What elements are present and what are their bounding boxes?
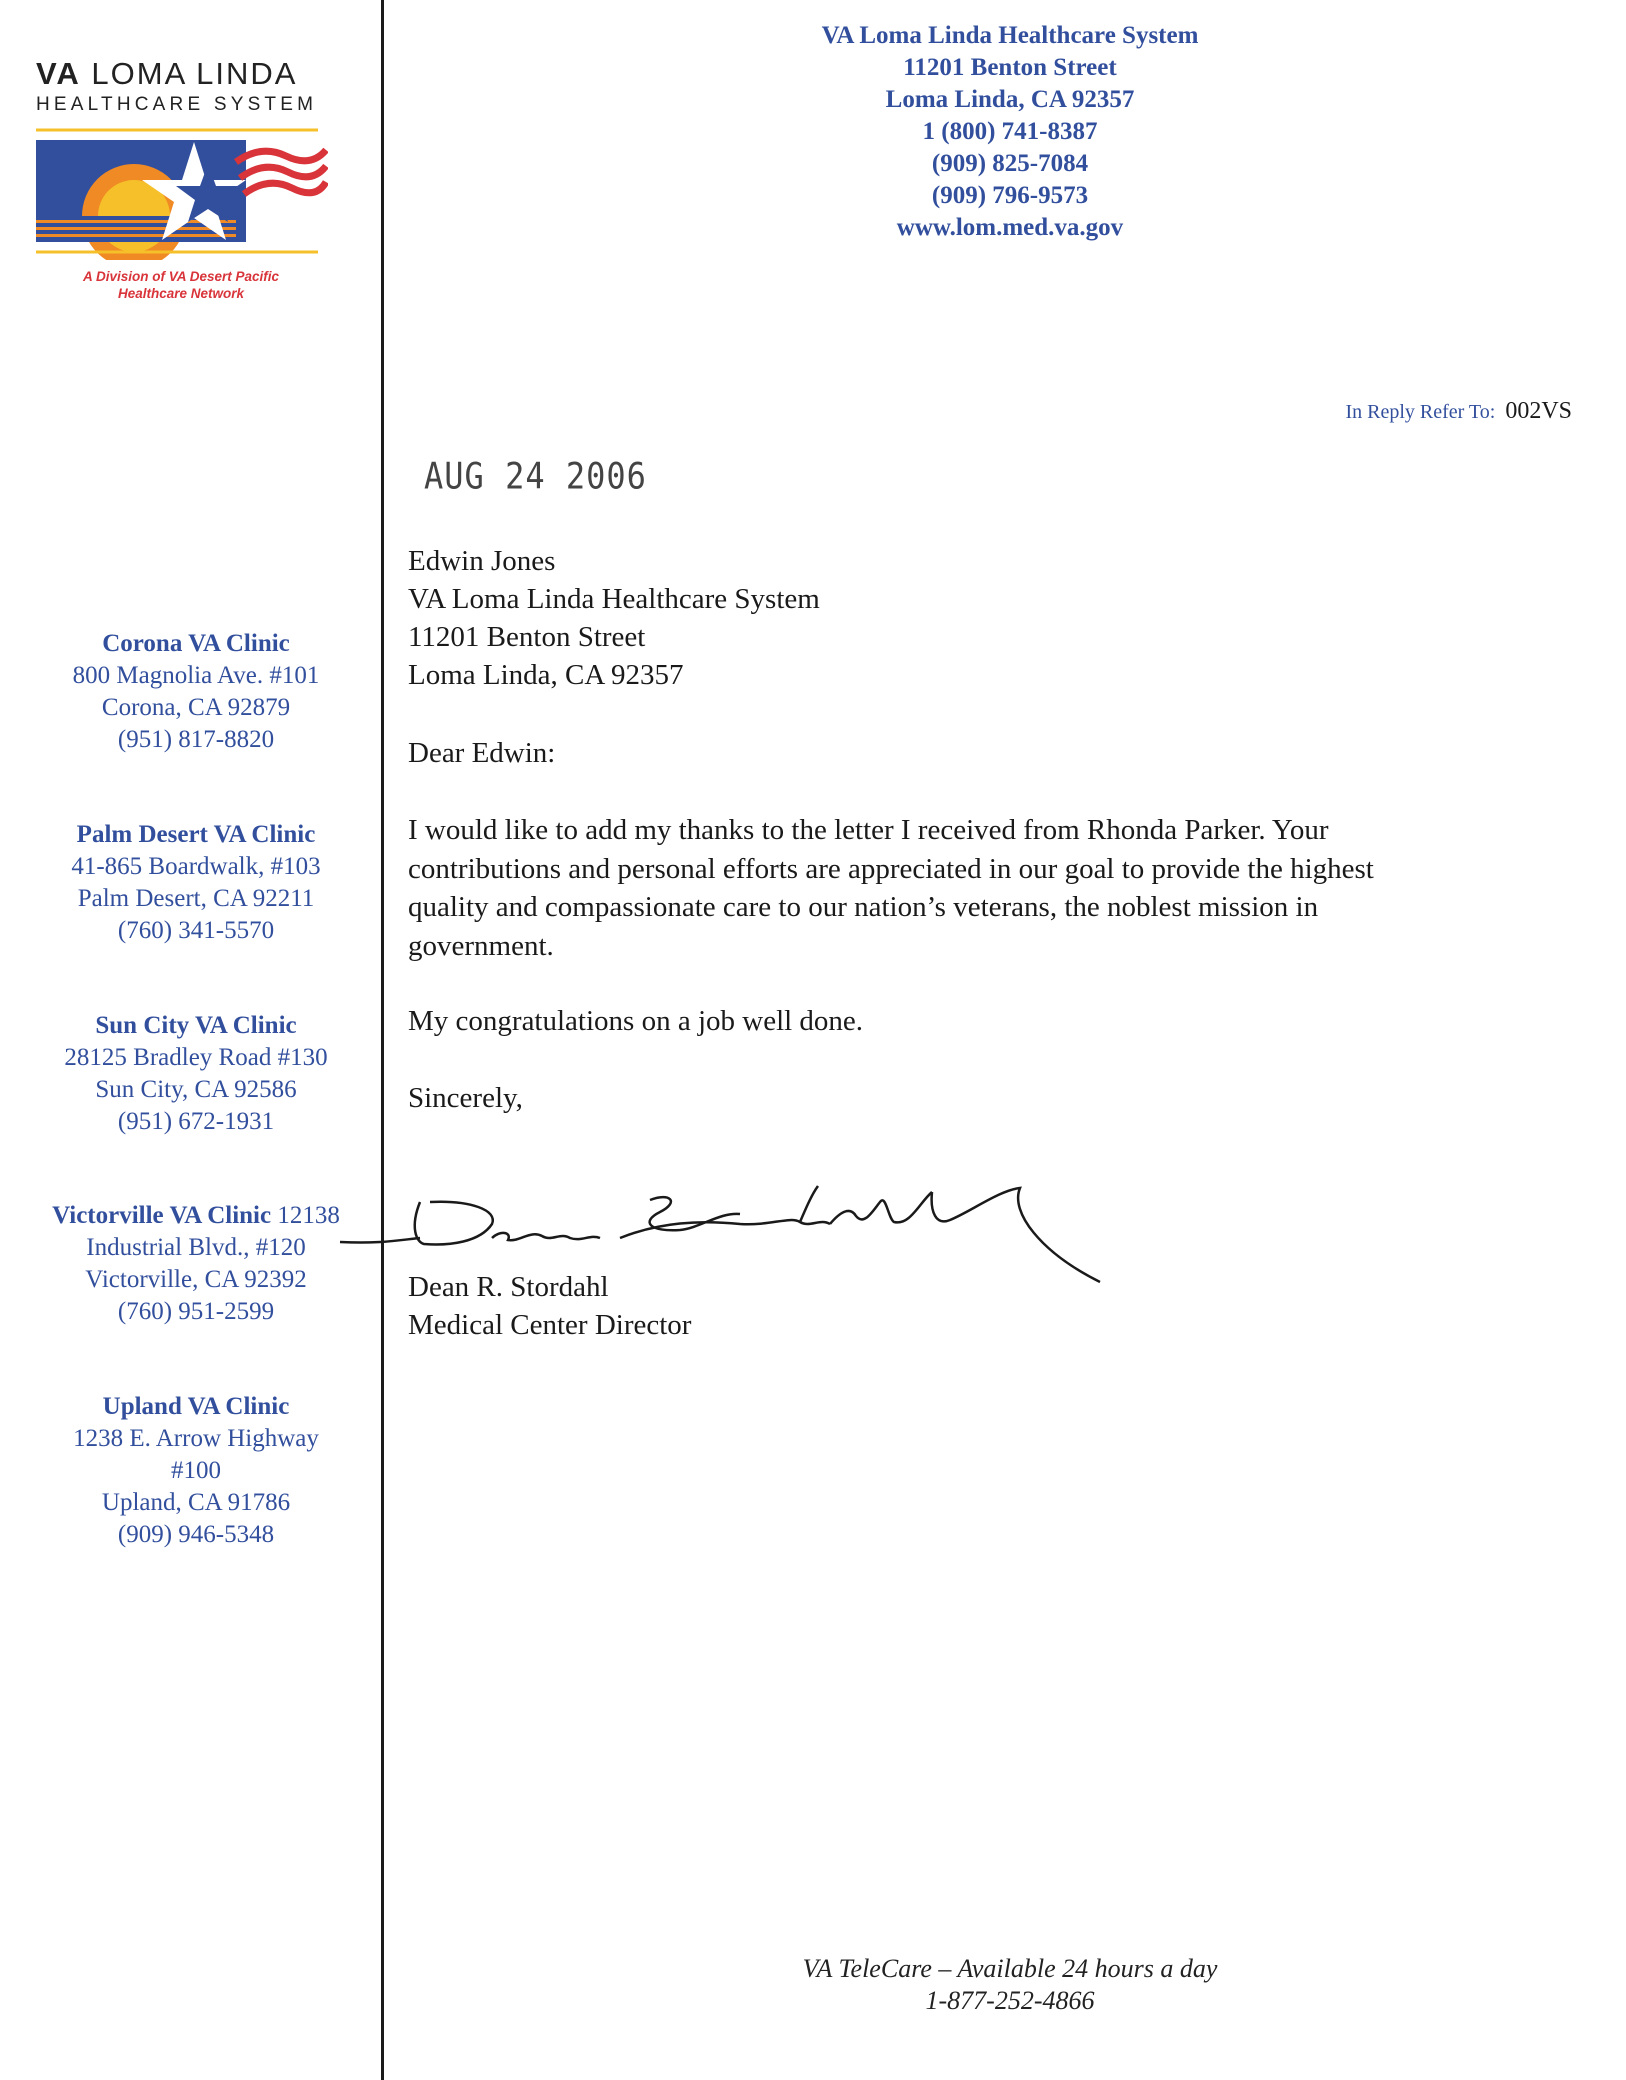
logo-subtitle: HEALTHCARE SYSTEM bbox=[36, 94, 318, 115]
reply-reference bbox=[1345, 398, 1572, 425]
letterhead-city: Loma Linda, CA 92357 bbox=[885, 86, 1135, 113]
clinic-upland bbox=[20, 1391, 372, 1551]
letterhead-phone: (909) 796-9573 bbox=[931, 182, 1089, 209]
body-line: I would like to add my thanks to the letter I received from Rhonda Parker. Your bbox=[408, 814, 1329, 846]
clinic-phone: (760) 951-2599 bbox=[117, 1298, 275, 1325]
clinic-name: Upland VA Clinic bbox=[102, 1393, 290, 1420]
clinic-name: Palm Desert VA Clinic bbox=[76, 821, 316, 848]
clinic-city: Victorville, CA 92392 bbox=[85, 1266, 307, 1293]
letterhead-org: VA Loma Linda Healthcare System bbox=[821, 22, 1199, 49]
clinic-city: Sun City, CA 92586 bbox=[95, 1076, 297, 1103]
vertical-divider bbox=[381, 0, 384, 2080]
clinic-address: 28125 Bradley Road #130 bbox=[64, 1044, 328, 1071]
clinic-address: Industrial Blvd., #120 bbox=[86, 1234, 306, 1261]
clinic-sun-city bbox=[20, 1010, 372, 1138]
clinic-palm-desert bbox=[20, 819, 372, 947]
body-line: government. bbox=[408, 929, 554, 962]
clinic-name: Victorville VA Clinic bbox=[52, 1202, 272, 1229]
clinic-corona bbox=[20, 628, 372, 756]
clinic-city: Corona, CA 92879 bbox=[101, 694, 291, 721]
clinic-phone: (760) 341-5570 bbox=[117, 917, 275, 944]
date-stamp: AUG 24 2006 bbox=[424, 454, 647, 498]
recipient-address bbox=[408, 542, 1558, 694]
footer bbox=[650, 1953, 1370, 2017]
clinic-city: Upland, CA 91786 bbox=[101, 1489, 291, 1516]
congratulations: My congratulations on a job well done. bbox=[408, 1005, 864, 1037]
va-logo bbox=[36, 56, 326, 301]
logo-tagline: A Division of VA Desert Pacific Healthcare Network bbox=[82, 269, 280, 301]
letter-body bbox=[408, 811, 1558, 965]
clinic-phone: (951) 672-1931 bbox=[117, 1108, 275, 1135]
signer-title: Medical Center Director bbox=[408, 1309, 692, 1341]
letterhead-phone: 1 (800) 741-8387 bbox=[922, 118, 1098, 145]
logo-name: VA LOMA LINDA bbox=[36, 56, 298, 91]
letterhead-phone: (909) 825-7084 bbox=[931, 150, 1089, 177]
clinic-address: 1238 E. Arrow Highway bbox=[73, 1425, 319, 1452]
body-line: contributions and personal efforts are appreciated in our goal to provide the highest bbox=[408, 852, 1374, 885]
reply-value: 002VS bbox=[1505, 398, 1572, 424]
clinic-address: 41-865 Boardwalk, #103 bbox=[71, 853, 321, 880]
signer-block bbox=[408, 1268, 1558, 1344]
clinic-address: #100 bbox=[171, 1457, 221, 1484]
clinic-address: 800 Magnolia Ave. #101 bbox=[72, 662, 320, 689]
clinic-name: Sun City VA Clinic bbox=[95, 1012, 297, 1039]
clinic-city: Palm Desert, CA 92211 bbox=[77, 885, 315, 912]
recipient-name: Edwin Jones bbox=[408, 545, 556, 577]
letterhead-street: 11201 Benton Street bbox=[903, 54, 1117, 81]
sunset-star-flag-icon bbox=[36, 128, 328, 260]
recipient-street: 11201 Benton Street bbox=[408, 621, 646, 653]
letterhead-website: www.lom.med.va.gov bbox=[896, 214, 1124, 241]
signer-name: Dean R. Stordahl bbox=[408, 1271, 609, 1303]
footer-telecare: VA TeleCare – Available 24 hours a day bbox=[802, 1954, 1218, 1983]
clinic-phone: (951) 817-8820 bbox=[117, 726, 275, 753]
reply-label: In Reply Refer To: bbox=[1345, 401, 1496, 423]
footer-phone: 1-877-252-4866 bbox=[925, 1986, 1095, 2015]
body-line: quality and compassionate care to our nation’s veterans, the noblest mission in bbox=[408, 891, 1319, 923]
clinic-name: Corona VA Clinic bbox=[102, 630, 290, 657]
recipient-city: Loma Linda, CA 92357 bbox=[408, 659, 684, 691]
salutation: Dear Edwin: bbox=[408, 737, 556, 769]
closing: Sincerely, bbox=[408, 1082, 523, 1114]
clinic-address: 12138 bbox=[277, 1202, 340, 1229]
letterhead bbox=[650, 20, 1370, 244]
clinic-phone: (909) 946-5348 bbox=[117, 1521, 275, 1548]
recipient-org: VA Loma Linda Healthcare System bbox=[408, 583, 820, 615]
